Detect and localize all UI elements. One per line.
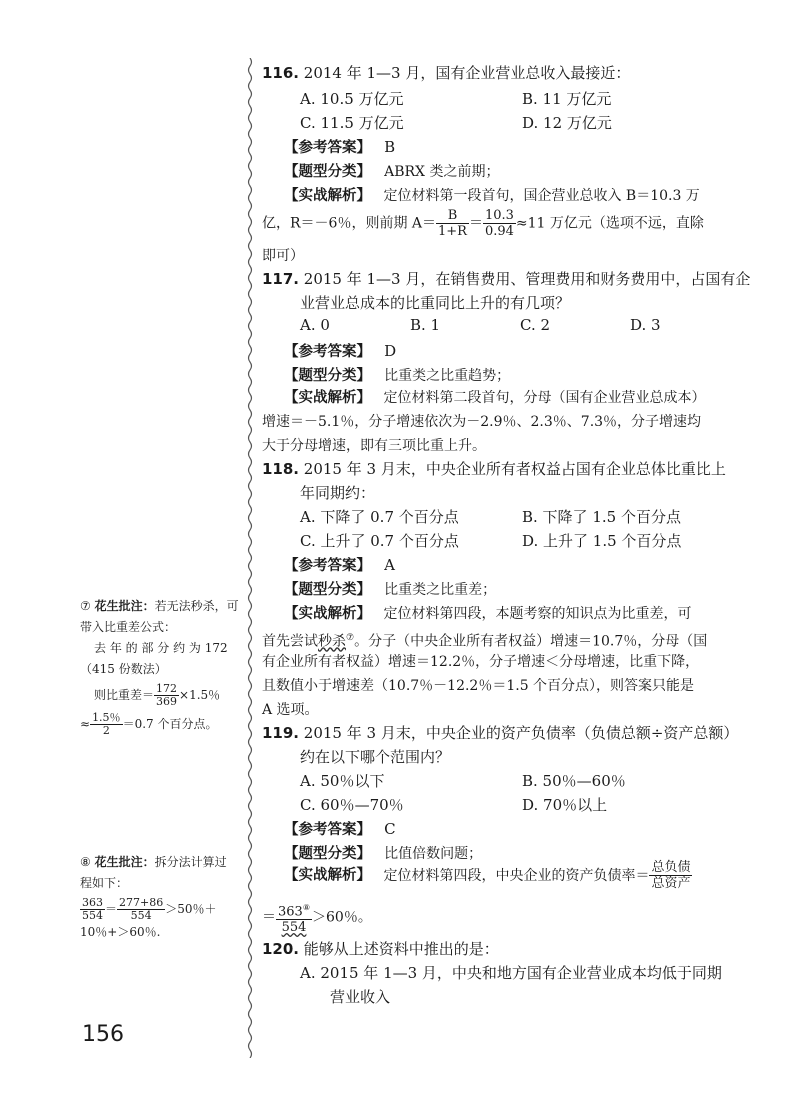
- sidenote-label: 花生批注：: [94, 599, 155, 613]
- analysis-line: 且数值小于增速差（10.7％－12.2％＝1.5 个百分点），则答案只能是: [262, 678, 695, 694]
- option: B. 下降了 1.5 个百分点: [522, 508, 681, 526]
- option: D. 70％以上: [522, 796, 608, 814]
- wavy-underline: 秒杀: [318, 633, 346, 650]
- question-number: 116.: [262, 64, 300, 82]
- reference-answer: 【参考答案】 D: [284, 342, 397, 360]
- question-120: [262, 938, 499, 960]
- fraction: $\frac{10.3}{0.94}$: [484, 208, 514, 239]
- analysis: 【实战解析】 定位材料第二段首句，分母（国有企业营业总成本）: [284, 390, 706, 406]
- analysis-line: 首先尝试秒杀⑦。分子（中央企业所有者权益）增速＝10.7％，分母（国: [262, 633, 708, 650]
- sidenote-7: ⑦ 花生批注：若无法秒杀，可 带入比重差公式： 去 年 的 部 分 约 为 172 （415 份数法） 则比重差＝ $\frac{172}{369}$ ×1.5％ ≈ $\frac{1.5\%}{2}$ ＝0.7 个百分点。: [80, 599, 239, 737]
- reference-answer: 【参考答案】 C: [284, 820, 396, 838]
- question-number: 117.: [262, 270, 300, 288]
- fraction: $\frac{277+86}{554}$: [119, 896, 164, 922]
- option: C. 60％—70％: [300, 796, 404, 814]
- question-119: [262, 722, 738, 744]
- question-number: 120.: [262, 940, 300, 958]
- reference-answer: 【参考答案】 B: [284, 138, 396, 156]
- option: D. 3: [630, 316, 661, 334]
- reference-answer: 【参考答案】 A: [284, 556, 395, 574]
- analysis: 【实战解析】 定位材料第一段首句，国企营业总收入 B＝10.3 万: [284, 188, 700, 204]
- question-118: [262, 458, 726, 480]
- question-type: 【题型分类】 比重类之比重差；: [284, 582, 497, 598]
- analysis: 【实战解析】 定位材料第四段，中央企业的资产负债率＝ $\frac{\text{总负债}}{\text{总资产}}$: [284, 860, 691, 891]
- sidenote-number: ⑧: [80, 855, 91, 869]
- fraction: $\frac{B}{1+R}$: [438, 208, 467, 239]
- sidenote-8: ⑧ 花生批注：拆分法计算过 程如下： $\frac{363}{554}$ ＝ $\frac{277+86}{554}$ ＞50％＋ 10％+＞60％.: [80, 855, 227, 939]
- question-number: 119.: [262, 724, 300, 742]
- question-117: [262, 268, 750, 290]
- fraction: $\frac{172}{369}$: [156, 682, 178, 708]
- option: D. 上升了 1.5 个百分点: [522, 532, 682, 550]
- analysis-line: 即可）: [262, 248, 304, 264]
- option: C. 2: [520, 316, 551, 334]
- analysis-line: 亿，R＝－6％，则前期 A＝ $\frac{B}{1+R}$ ＝ $\frac{10.3}{0.94}$ ≈11 万亿元（选项不远，直除: [262, 208, 704, 239]
- question-stem: 约在以下哪个范围内？: [300, 748, 451, 766]
- question-stem: 业营业总成本的比重同比上升的有几项？: [300, 294, 571, 312]
- analysis: 【实战解析】 定位材料第四段，本题考察的知识点为比重差，可: [284, 606, 692, 622]
- analysis-line: A 选项。: [262, 702, 319, 718]
- question-stem: 2015 年 1—3 月，在销售费用、管理费用和财务费用中，占国有企: [303, 270, 751, 288]
- option: D. 12 万亿元: [522, 114, 612, 132]
- note-ref: ⑦: [346, 633, 355, 643]
- question-number: 118.: [262, 460, 300, 478]
- margin-divider: [246, 58, 254, 1058]
- fraction: $\frac{363}{554}$: [82, 896, 103, 922]
- question-type: 【题型分类】 比值倍数问题；: [284, 846, 483, 862]
- fraction: $\frac{1.5\%}{2}$: [92, 711, 121, 737]
- question-stem: 年同期约：: [300, 484, 376, 502]
- question-116: [262, 62, 630, 84]
- question-stem: 2014 年 1—3 月，国有企业营业总收入最接近：: [303, 64, 631, 82]
- option: B. 1: [410, 316, 441, 334]
- option: C. 11.5 万亿元: [300, 114, 404, 132]
- option: A. 10.5 万亿元: [300, 90, 404, 108]
- sidenote-number: ⑦: [80, 599, 91, 613]
- option: A. 50％以下: [300, 772, 385, 790]
- option: B. 50％—60％: [522, 772, 626, 790]
- page-number: 156: [82, 1022, 124, 1047]
- question-type: 【题型分类】 比重类之比重趋势；: [284, 368, 511, 384]
- option: 营业收入: [330, 988, 391, 1006]
- question-stem: 2015 年 3 月末，中央企业的资产负债率（负债总额÷资产总额）: [303, 724, 739, 742]
- question-stem: 2015 年 3 月末，中央企业所有者权益占国有企业总体比重比上: [303, 460, 726, 478]
- fraction: $\frac{363^⑧}{554}$: [276, 900, 312, 935]
- option: A. 2015 年 1—3 月，中央和地方国有企业营业成本均低于同期: [300, 964, 722, 982]
- analysis-line: 有企业所有者权益）增速＝12.2％，分子增速＜分母增速，比重下降，: [262, 654, 700, 670]
- question-stem: 能够从上述资料中推出的是：: [303, 940, 499, 958]
- analysis-line: 增速＝－5.1％，分子增速依次为－2.9％、2.3％、7.3％，分子增速均: [262, 414, 702, 430]
- option: C. 上升了 0.7 个百分点: [300, 532, 459, 550]
- option: A. 0: [300, 316, 330, 334]
- question-type: 【题型分类】 ABRX 类之前期；: [284, 164, 500, 180]
- analysis-line: 大于分母增速，即有三项比重上升。: [262, 438, 486, 454]
- analysis-line: ＝ $\frac{363^⑧}{554}$ ＞60％。: [262, 900, 372, 935]
- option: A. 下降了 0.7 个百分点: [300, 508, 459, 526]
- sidenote-label: 花生批注：: [94, 855, 155, 869]
- option: B. 11 万亿元: [522, 90, 612, 108]
- fraction: $\frac{\text{总负债}}{\text{总资产}}$: [651, 860, 691, 891]
